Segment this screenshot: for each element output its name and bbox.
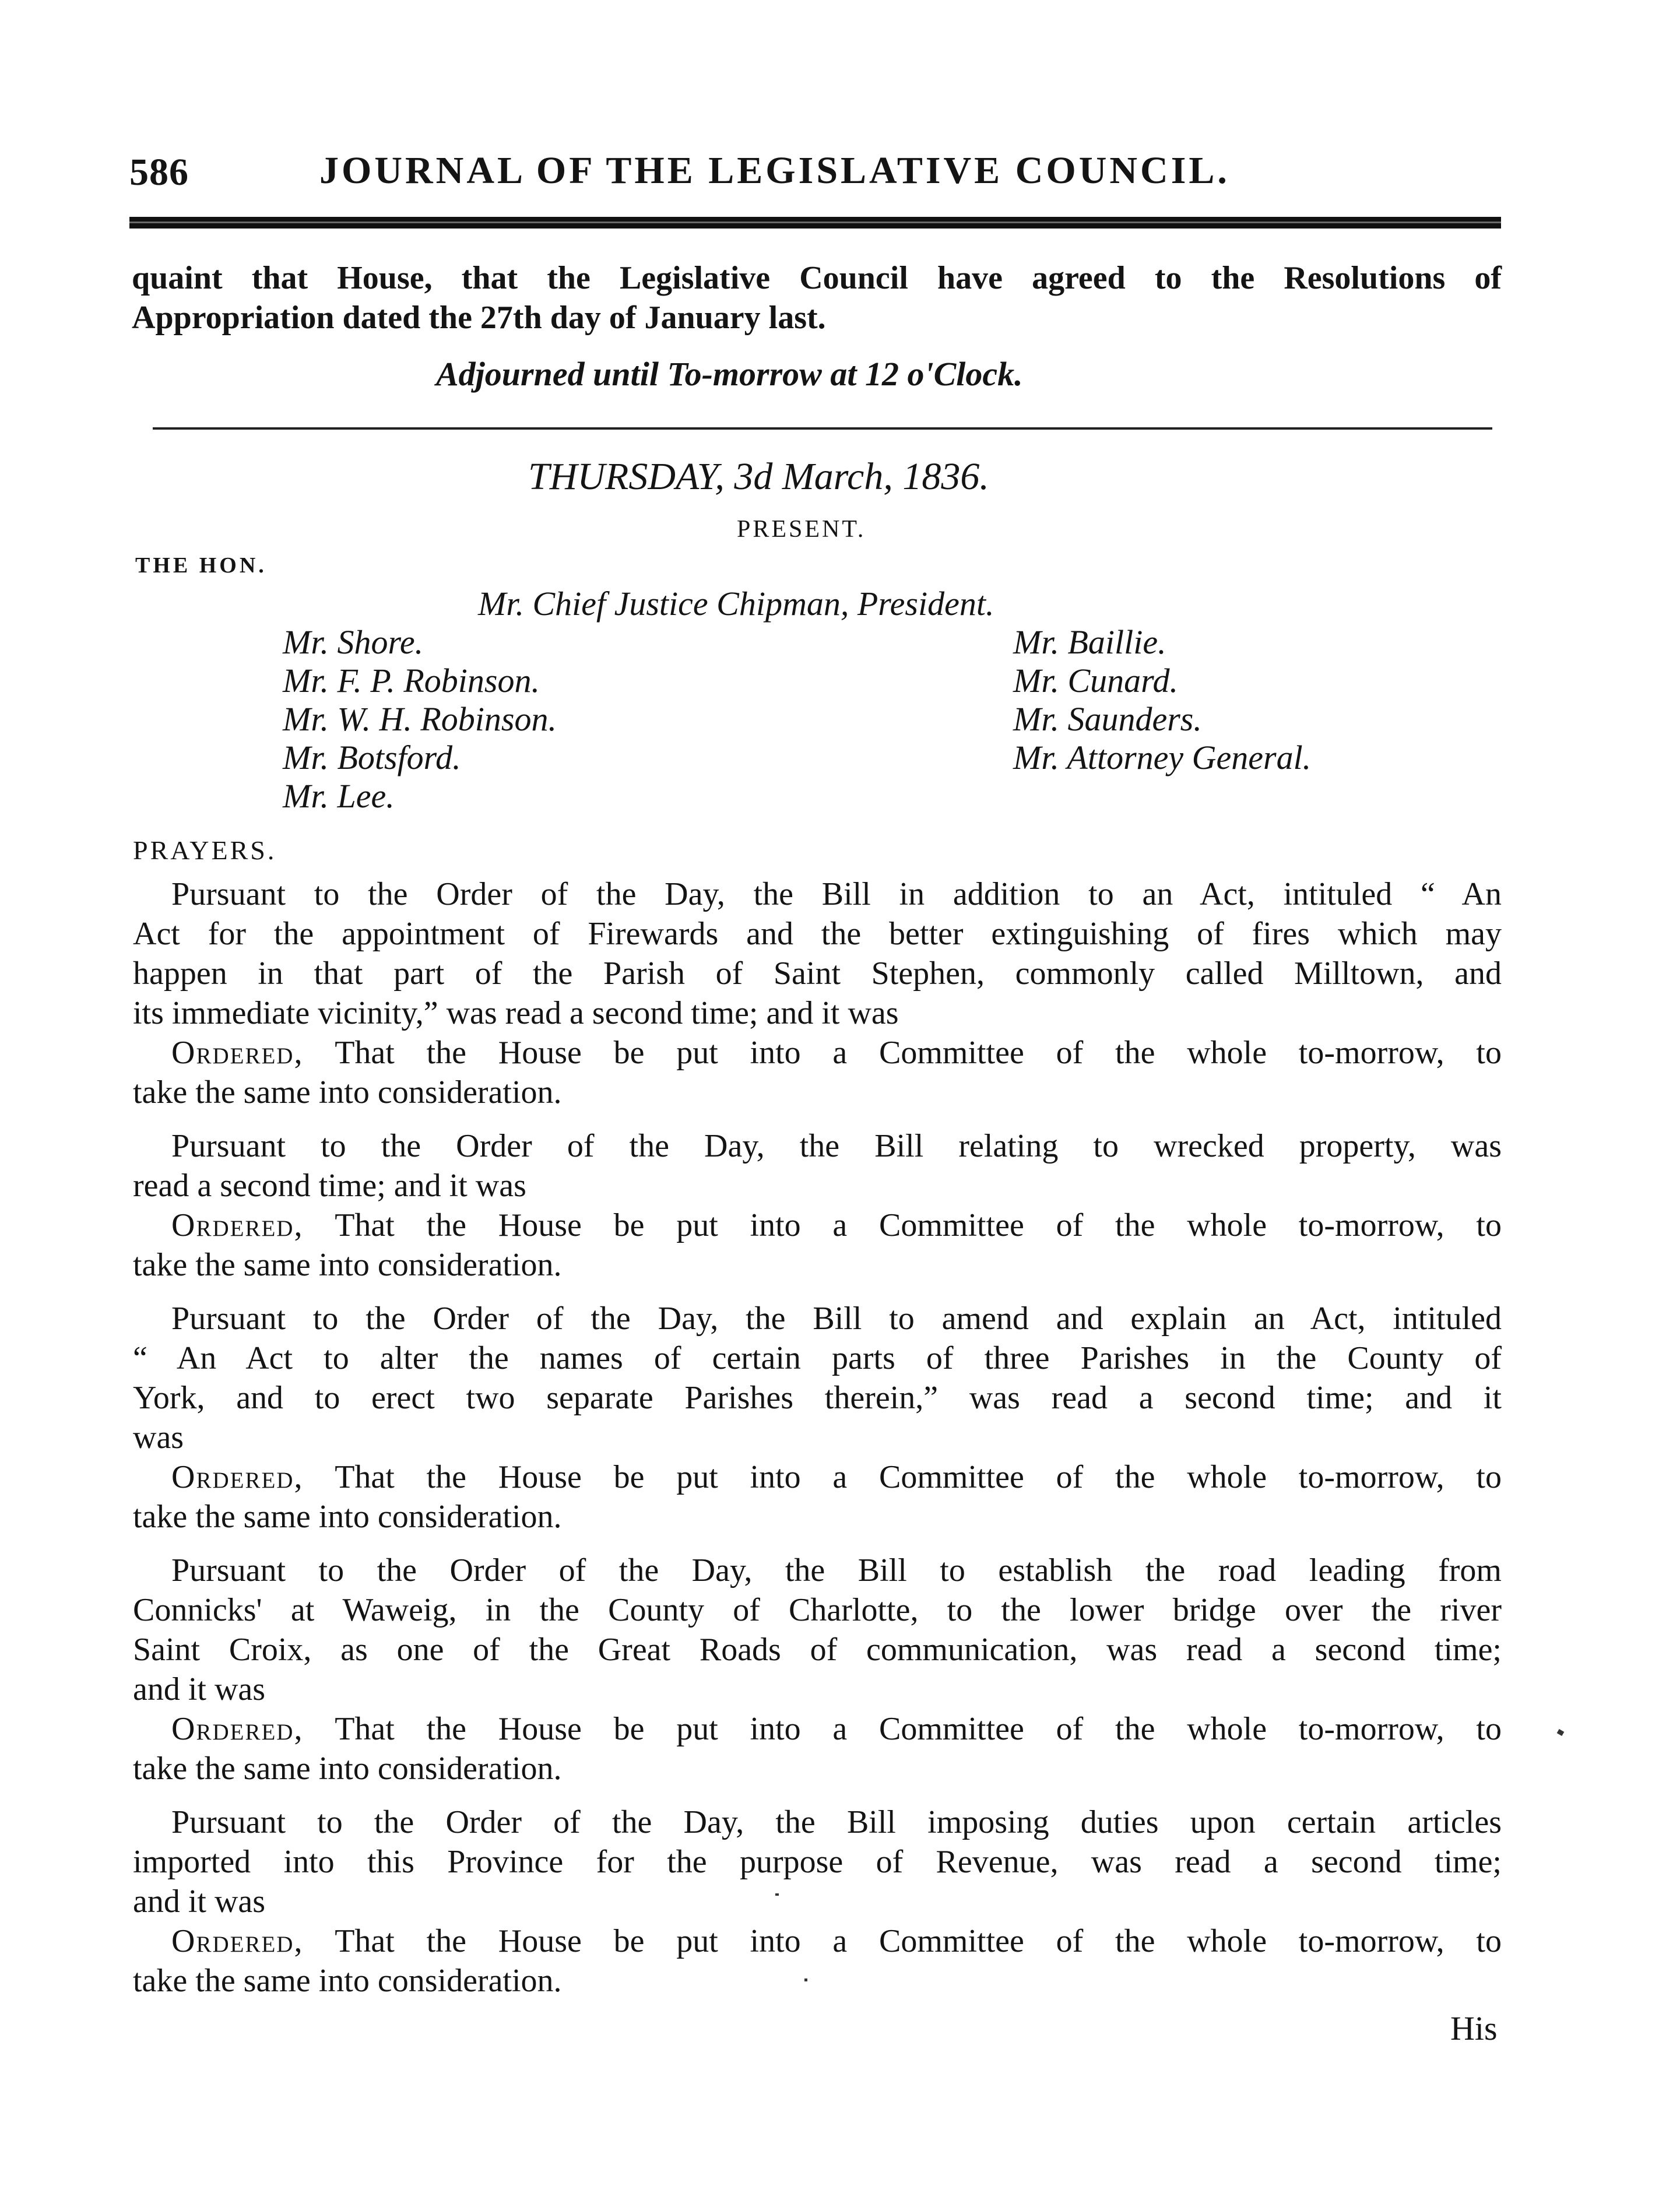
print-speck xyxy=(804,1978,807,1981)
proceeding-line: Saint Croix, as one of the Great Roads of communication, was read a second time; xyxy=(133,1632,1502,1668)
print-speck xyxy=(1557,1729,1565,1736)
member-right: Mr. Saunders. xyxy=(1013,700,1202,738)
order-line: take the same into consideration. xyxy=(133,1074,562,1110)
proceeding-line: Pursuant to the Order of the Day, the Bill in addition to an Act, intituled “ An xyxy=(171,876,1502,912)
ordered-label: Ordered, xyxy=(171,1711,304,1747)
proceeding-line: “ An Act to alter the names of certain parts of three Parishes in the County of xyxy=(133,1340,1502,1376)
proceeding-line: Connicks' at Waweig, in the County of Charlotte, to the lower bridge over the river xyxy=(133,1592,1502,1628)
prayers-label: PRAYERS. xyxy=(133,835,277,865)
order-line xyxy=(171,1034,1502,1071)
sitting-date-text: THURSDAY, 3d March, 1836. xyxy=(528,455,989,498)
header-rule xyxy=(129,217,1501,229)
proceeding-line: and it was xyxy=(133,1671,266,1707)
proceeding-line: Pursuant to the Order of the Day, the Bill to amend and explain an Act, intituled xyxy=(171,1301,1502,1337)
proceeding-line: and it was xyxy=(133,1883,266,1920)
order-line: take the same into consideration. xyxy=(133,1499,562,1535)
order-line: take the same into consideration. xyxy=(133,1963,562,1999)
proceeding-line: imported into this Province for the purpose of Revenue, was read a second time; xyxy=(133,1844,1502,1880)
member-left: Mr. Shore. xyxy=(283,623,424,661)
proceeding-line: Pursuant to the Order of the Day, the Bill to establish the road leading from xyxy=(171,1552,1502,1589)
proceeding-line: its immediate vicinity,” was read a second time; and it was xyxy=(133,995,899,1031)
member-left: Mr. Lee. xyxy=(283,777,395,815)
proceeding-line: Pursuant to the Order of the Day, the Bill imposing duties upon certain articles xyxy=(171,1804,1502,1840)
member-left: Mr. W. H. Robinson. xyxy=(283,700,557,738)
member-right: Mr. Attorney General. xyxy=(1013,739,1312,776)
order-text: That the House be put into a Committee of the whole to-morrow, to xyxy=(335,1207,1502,1243)
proceeding-line: was xyxy=(133,1419,184,1456)
president-entry: Mr. Chief Justice Chipman, President. xyxy=(478,585,994,623)
proceeding-line: Act for the appointment of Firewards and the better extinguishing of fires which may xyxy=(133,916,1502,952)
opening-line: Appropriation dated the 27th day of January last. xyxy=(132,300,826,336)
member-right: Mr. Baillie. xyxy=(1013,623,1166,661)
ordered-label: Ordered, xyxy=(171,1207,304,1243)
ordered-label: Ordered, xyxy=(171,1035,304,1071)
member-left: Mr. F. P. Robinson. xyxy=(283,662,540,700)
member-left: Mr. Botsford. xyxy=(283,739,461,776)
order-line: take the same into consideration. xyxy=(133,1751,562,1787)
order-text: That the House be put into a Committee of the whole to-morrow, to xyxy=(335,1035,1502,1071)
page-number: 586 xyxy=(129,151,189,194)
adjourned-note: Adjourned until To-morrow at 12 o'Clock. xyxy=(436,355,1023,393)
order-text: That the House be put into a Committee of the whole to-morrow, to xyxy=(335,1711,1502,1747)
opening-line: quaint that House, that the Legislative Council have agreed to the Resolutions of xyxy=(132,260,1502,296)
section-rule xyxy=(153,427,1492,430)
proceeding-line: Pursuant to the Order of the Day, the Bill relating to wrecked property, was xyxy=(171,1128,1502,1164)
order-line xyxy=(171,1459,1502,1496)
member-right: Mr. Cunard. xyxy=(1013,662,1179,700)
ordered-label: Ordered, xyxy=(171,1923,304,1959)
print-speck xyxy=(775,1893,779,1896)
proceeding-line: happen in that part of the Parish of Saint Stephen, commonly called Milltown, and xyxy=(133,955,1502,992)
sitting-date xyxy=(528,456,989,497)
hon-label: THE HON. xyxy=(135,553,267,578)
order-line xyxy=(171,1207,1502,1244)
order-line xyxy=(171,1923,1502,1960)
present-label: PRESENT. xyxy=(737,516,866,543)
proceeding-line: York, and to erect two separate Parishes therein,” was read a second time; and it xyxy=(133,1380,1502,1416)
proceeding-line: read a second time; and it was xyxy=(133,1168,526,1204)
running-head: JOURNAL OF THE LEGISLATIVE COUNCIL. xyxy=(319,149,1230,192)
ordered-label: Ordered, xyxy=(171,1459,304,1495)
order-text: That the House be put into a Committee of the whole to-morrow, to xyxy=(335,1923,1502,1959)
order-line: take the same into consideration. xyxy=(133,1247,562,1283)
catchword: His xyxy=(1450,2009,1498,2047)
order-line xyxy=(171,1710,1502,1748)
order-text: That the House be put into a Committee of the whole to-morrow, to xyxy=(335,1459,1502,1495)
